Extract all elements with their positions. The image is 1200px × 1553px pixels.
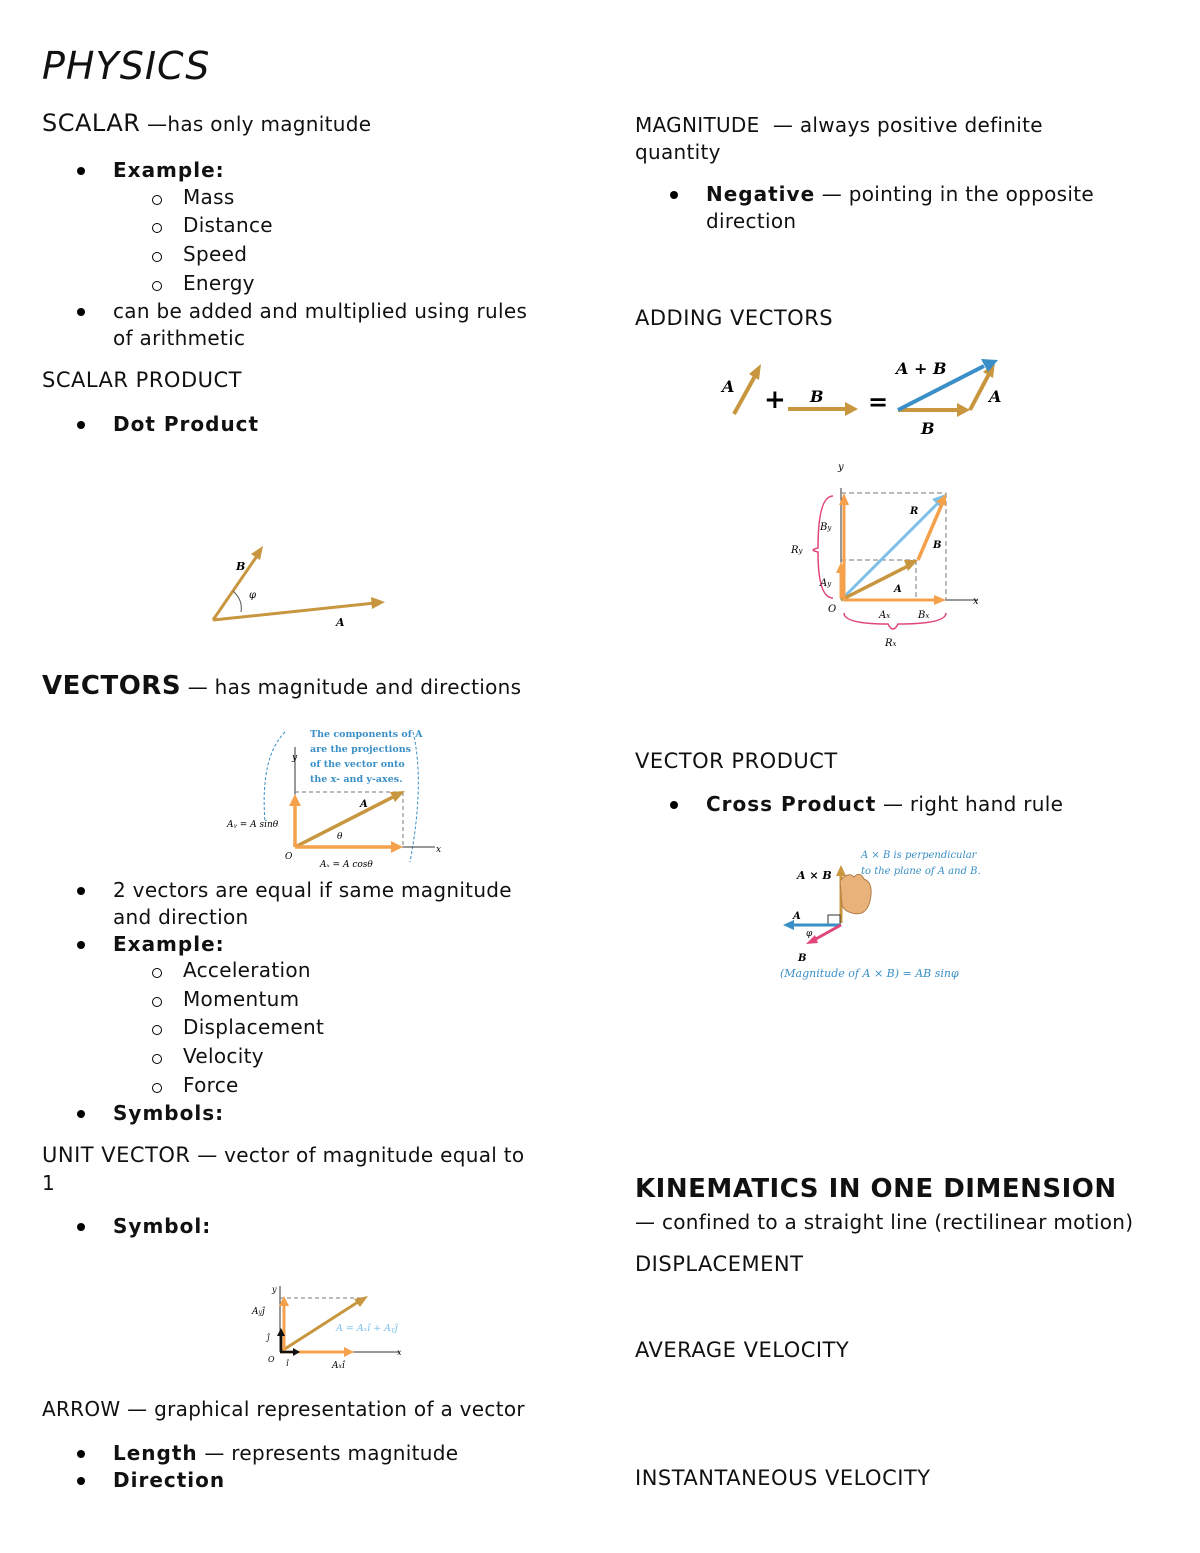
svg-text:î: î (286, 1359, 289, 1368)
caption-line: The components of A (310, 729, 423, 740)
vector-example-item: Velocity (183, 1044, 264, 1068)
cross-product-figure (778, 843, 1003, 985)
cross-product-def: — right hand rule (876, 792, 1064, 816)
svg-text:Ay: Ay (820, 578, 832, 589)
svg-text:By: By (820, 522, 832, 533)
svg-text:x: x (436, 845, 442, 855)
ax-label: Aₓ = A cosθ (320, 860, 373, 870)
instantaneous-velocity-heading: INSTANTANEOUS VELOCITY (635, 1466, 931, 1490)
page-title: PHYSICS (42, 44, 211, 88)
svg-text:O: O (285, 852, 293, 862)
kinematics-heading: KINEMATICS IN ONE DIMENSION (635, 1174, 1117, 1204)
svg-text:θ: θ (337, 832, 343, 842)
svg-text:A: A (894, 584, 902, 595)
magnitude-heading: MAGNITUDE (635, 113, 760, 137)
svg-text:Ry: Ry (791, 545, 803, 556)
svg-text:y: y (272, 1285, 277, 1294)
cross-product-item (706, 791, 1063, 818)
negative-item (706, 181, 1094, 208)
svg-text:A: A (722, 377, 735, 396)
svg-text:φ: φ (249, 590, 257, 601)
svg-text:B: B (933, 540, 942, 551)
svg-text:A + B: A + B (896, 359, 947, 378)
svg-text:Ayĵ: Ayĵ (252, 1307, 265, 1317)
magnitude-definition (635, 112, 1043, 139)
direction-label: Direction (113, 1468, 226, 1492)
svg-text:R: R (910, 506, 919, 517)
negative-def2: direction (706, 209, 797, 233)
scalar-example-item: Distance (183, 213, 273, 237)
svg-text:Ax: Ax (879, 610, 891, 621)
vector-product-heading: VECTOR PRODUCT (635, 749, 838, 773)
svg-text:A: A (336, 616, 345, 629)
magnitude-def: — always positive definite (759, 113, 1043, 137)
average-velocity-heading: AVERAGE VELOCITY (635, 1338, 850, 1362)
scalar-example-item: Energy (183, 271, 255, 295)
adding-vectors-heading: ADDING VECTORS (635, 306, 834, 330)
svg-text:Axî: Axî (332, 1361, 345, 1371)
scalar-example-item: Mass (183, 185, 235, 209)
scalar-example-label: Example: (113, 158, 225, 182)
negative-def: — pointing in the opposite (815, 182, 1095, 206)
scalar-product-heading: SCALAR PRODUCT (42, 368, 242, 392)
svg-text:x: x (397, 1348, 402, 1357)
symbols-label: Symbols: (113, 1101, 225, 1125)
cross-caption-line: A × B is perpendicular (861, 850, 977, 861)
svg-text:O: O (828, 604, 837, 615)
svg-text:φ: φ (806, 929, 813, 939)
scalar-def: —has only magnitude (140, 112, 372, 136)
kinematics-def: — confined to a straight line (rectilinear motion) (635, 1210, 1134, 1234)
svg-text:B: B (921, 419, 935, 438)
scalar-example-item: Speed (183, 242, 248, 266)
vector-example-item: Displacement (183, 1015, 325, 1039)
svg-text:B: B (810, 387, 824, 406)
svg-text:A: A (989, 387, 1002, 406)
vectors-def: — has magnitude and directions (181, 675, 522, 699)
unit-vector-def2: 1 (42, 1171, 56, 1195)
cross-magnitude: (Magnitude of A × B) = AB sinφ (780, 967, 959, 980)
caption-line: are the projections (310, 744, 411, 755)
unit-vector-def: — vector of magnitude equal to (190, 1143, 525, 1167)
svg-text:A × B: A × B (797, 869, 832, 882)
unit-vector-eq: A = Aₓî + Aᵧĵ (336, 1323, 398, 1334)
svg-text:A × B is perpendicular to (860, 850, 981, 877)
svg-text:A: A (793, 911, 801, 922)
svg-text:y: y (838, 462, 844, 473)
arrow-definition (42, 1396, 525, 1423)
svg-text:y: y (292, 753, 298, 763)
cross-caption-line: to the plane of A and B. (861, 866, 981, 877)
svg-text:+: + (764, 385, 786, 415)
scalar-heading: SCALAR (42, 109, 141, 137)
adding-vectors-figure (718, 352, 1013, 442)
displacement-heading: DISPLACEMENT (635, 1252, 804, 1276)
vector-example-item: Acceleration (183, 958, 311, 982)
svg-text:The components of A are th (310, 729, 426, 785)
svg-text:ĵ: ĵ (267, 1333, 270, 1342)
magnitude-def2: quantity (635, 140, 721, 164)
vectors-equal-line2: and direction (113, 905, 249, 929)
length-def: — represents magnitude (197, 1441, 459, 1465)
svg-text:A: A (360, 799, 368, 810)
vectors-equal-line1: 2 vectors are equal if same magnitude (113, 878, 512, 902)
arrow-def: — graphical representation of a vector (120, 1397, 525, 1421)
vector-example-item: Force (183, 1073, 239, 1097)
svg-text:B: B (236, 560, 246, 573)
scalar-rule-line2: of arithmetic (113, 326, 246, 350)
negative-label: Negative (706, 182, 816, 206)
unit-vector-definition (42, 1142, 524, 1169)
vectors-heading: VECTORS (42, 671, 182, 701)
svg-text:=: = (868, 387, 889, 416)
arrow-heading: ARROW (42, 1397, 121, 1421)
caption-line: of the vector onto (310, 759, 405, 770)
symbol-label: Symbol: (113, 1214, 212, 1238)
vector-components-figure (225, 722, 447, 872)
vectors-definition (42, 673, 521, 701)
vector-example-label: Example: (113, 932, 225, 956)
scalar-rule-line1: can be added and multiplied using rules (113, 299, 528, 323)
length-label: Length (113, 1441, 198, 1465)
svg-text:x: x (973, 596, 979, 607)
caption-line: the x- and y-axes. (310, 774, 403, 785)
svg-text:B: B (798, 953, 807, 964)
resolution-figure (788, 458, 988, 656)
dot-product-figure (205, 540, 395, 632)
svg-text:O: O (268, 1355, 275, 1364)
unit-vector-heading: UNIT VECTOR (42, 1143, 191, 1167)
svg-text:Rx: Rx (885, 638, 897, 649)
length-item (113, 1440, 458, 1467)
svg-text:Bx: Bx (918, 610, 930, 621)
cross-product-label: Cross Product (706, 792, 877, 816)
ay-label: Aᵧ = A sinθ (227, 820, 279, 830)
unit-vector-figure (250, 1282, 425, 1374)
vector-example-item: Momentum (183, 987, 300, 1011)
scalar-definition (42, 110, 371, 138)
dot-product-label: Dot Product (113, 412, 260, 436)
